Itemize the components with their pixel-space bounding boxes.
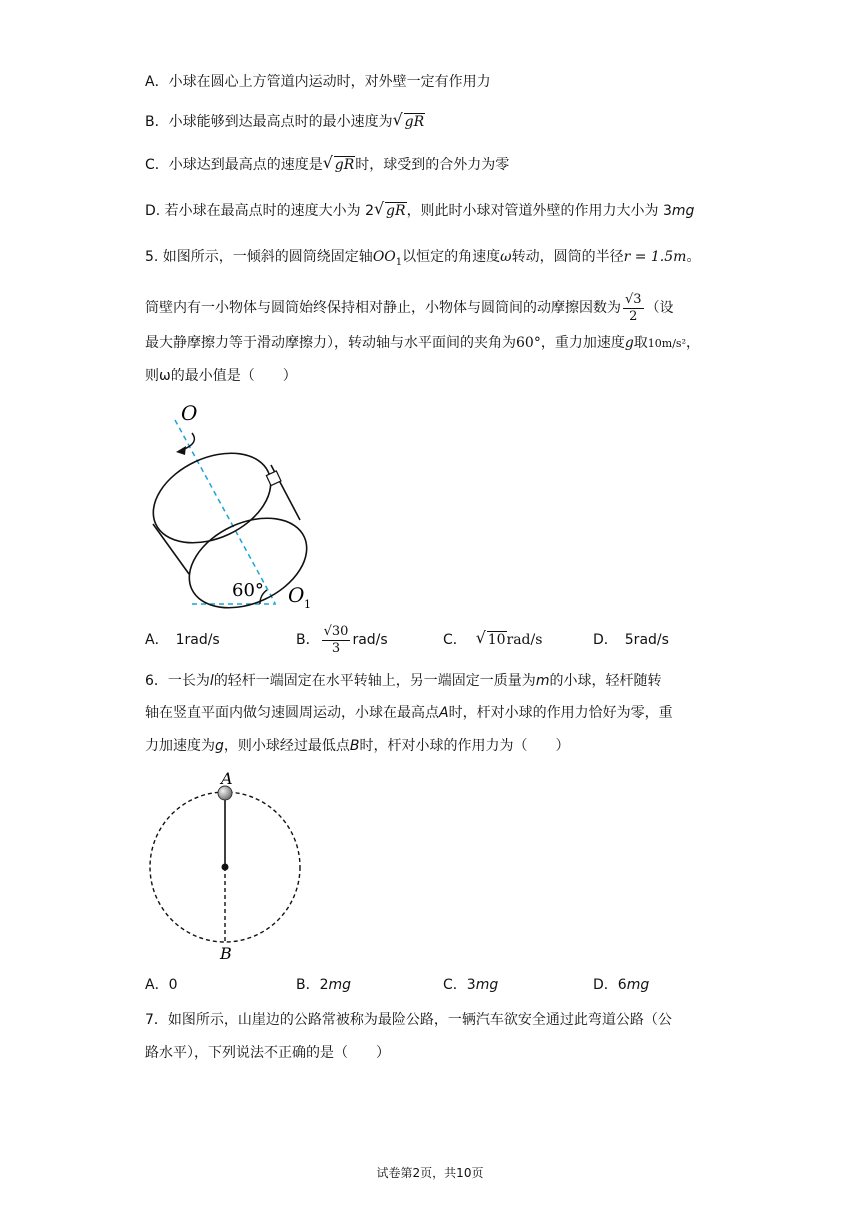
q5-option-c xyxy=(443,630,542,650)
g-value: 10m/s² xyxy=(647,337,686,350)
omega-symbol: ω xyxy=(500,249,512,265)
q6-option-b xyxy=(296,975,351,995)
axis-symbol: OO xyxy=(372,249,396,265)
mg-symbol: mg xyxy=(328,977,352,993)
q6-line2 xyxy=(145,703,673,723)
q4-option-c-text: C．小球达到最高点的速度是 xyxy=(145,157,323,173)
q6-option-c xyxy=(443,975,498,995)
q6-text: 力加速度为 xyxy=(145,738,215,754)
q5-text: 以恒定的角速度 xyxy=(402,249,501,265)
mg-symbol: mg xyxy=(626,977,650,993)
q6-option-a: A．0 xyxy=(145,977,178,993)
page-footer: 试卷第2页，共10页 xyxy=(376,1166,484,1180)
q4-option-c xyxy=(145,155,509,175)
option-label: C．3 xyxy=(443,977,476,993)
m-symbol: m xyxy=(535,673,550,689)
g-symbol: g xyxy=(624,335,634,351)
q6-text: 的小球，轻杆随转 xyxy=(549,673,662,689)
option-unit: rad/s xyxy=(506,632,543,648)
mu-fraction: $\frac{√3}{2}$ xyxy=(625,291,642,324)
q7-line1: 7．如图所示，山崖边的公路常被称为最险公路，一辆汽车欲安全通过此弯道公路（公 xyxy=(145,1012,672,1028)
q4-option-c-text-post: 时，球受到的合外力为零 xyxy=(355,157,510,173)
q5-text: （设 xyxy=(645,300,674,316)
q6-line3 xyxy=(145,736,570,756)
A-symbol: A xyxy=(439,705,449,721)
q6-text: 轴在竖直平面内做匀速圆周运动，小球在最高点 xyxy=(145,705,439,721)
q4-option-a: A．小球在圆心上方管道内运动时，对外壁一定有作用力 xyxy=(145,74,491,90)
mg-symbol: mg xyxy=(671,203,695,219)
sqrt-gR: √ gR xyxy=(395,112,426,132)
l-symbol: l xyxy=(209,673,214,689)
q5-text: 取 xyxy=(633,335,648,351)
option-label: B． xyxy=(296,632,320,648)
label-O: O xyxy=(181,401,198,425)
label-60-degree: 60° xyxy=(232,580,264,601)
q5-text: 筒壁内有一小物体与圆筒始终保持相对静止，小物体与圆筒间的动摩擦因数为 xyxy=(145,300,621,316)
q4-option-d-text: D. 若小球在最高点时的速度大小为 2 xyxy=(145,203,375,219)
q5-text: 5. 如图所示，一倾斜的圆筒绕固定轴 xyxy=(145,249,373,265)
q5-text: 。 xyxy=(686,249,701,265)
g-symbol: g xyxy=(215,738,224,754)
sqrt-gR: √ gR xyxy=(376,201,407,221)
B-symbol: B xyxy=(349,738,360,754)
q7-line2: 路水平），下列说法不正确的是（ ） xyxy=(145,1045,390,1061)
option-unit: rad/s xyxy=(352,632,388,648)
label-O1-subscript: 1 xyxy=(304,598,311,611)
q6-text: 的轻杆一端固定在水平转轴上，另一端固定一质量为 xyxy=(213,673,536,689)
q5-line1 xyxy=(145,247,700,273)
circle-rod-figure xyxy=(140,766,320,966)
ball-icon xyxy=(218,786,232,800)
sqrt-10: √ 10 xyxy=(478,630,507,650)
q5-option-a: A． 1rad/s xyxy=(145,632,220,648)
mg-symbol: mg xyxy=(475,977,499,993)
label-A: A xyxy=(221,769,233,788)
q6-line1 xyxy=(145,671,661,691)
q5-text: 转动，圆筒的半径 xyxy=(511,249,624,265)
option-label: C． xyxy=(443,632,467,648)
radius-value: r = 1.5m xyxy=(623,249,687,265)
q4-option-b-text: B．小球能够到达最高点时的最小速度为 xyxy=(145,114,393,130)
option-b-fraction: $\frac{√30}{3}$ xyxy=(323,623,349,656)
option-label: B．2 xyxy=(296,977,329,993)
q5-line2 xyxy=(145,290,674,326)
q5-option-d: D． 5rad/s xyxy=(593,632,669,648)
q6-text: 6．一长为 xyxy=(145,673,210,689)
label-B: B xyxy=(220,944,232,963)
label-O1: O xyxy=(288,583,305,607)
sqrt-gR: √ gR xyxy=(325,155,356,175)
q6-option-d xyxy=(593,975,649,995)
q6-text: 时，杆对小球的作用力为（ ） xyxy=(359,738,570,754)
cylinder-figure xyxy=(140,398,440,618)
q5-line4: 则ω的最小值是（ ） xyxy=(145,368,297,384)
q5-text: ，重力加速度 xyxy=(540,335,625,351)
q4-option-b xyxy=(145,112,425,132)
q5-line3 xyxy=(145,333,700,354)
q4-option-d-text-post: ，则此时小球对管道外壁的作用力大小为 3 xyxy=(406,203,672,219)
q6-text: ，则小球经过最低点 xyxy=(223,738,350,754)
option-label: D．6 xyxy=(593,977,627,993)
q5-option-b xyxy=(296,622,388,658)
angle-value: 60° xyxy=(516,335,541,351)
axis-subscript: 1 xyxy=(395,256,403,268)
q5-text: 最大静摩擦力等于滑动摩擦力），转动轴与水平面间的夹角为 xyxy=(145,335,516,351)
q4-option-d xyxy=(145,201,694,221)
q6-text: 时，杆对小球的作用力恰好为零，重 xyxy=(448,705,673,721)
q5-text: ， xyxy=(686,335,700,351)
